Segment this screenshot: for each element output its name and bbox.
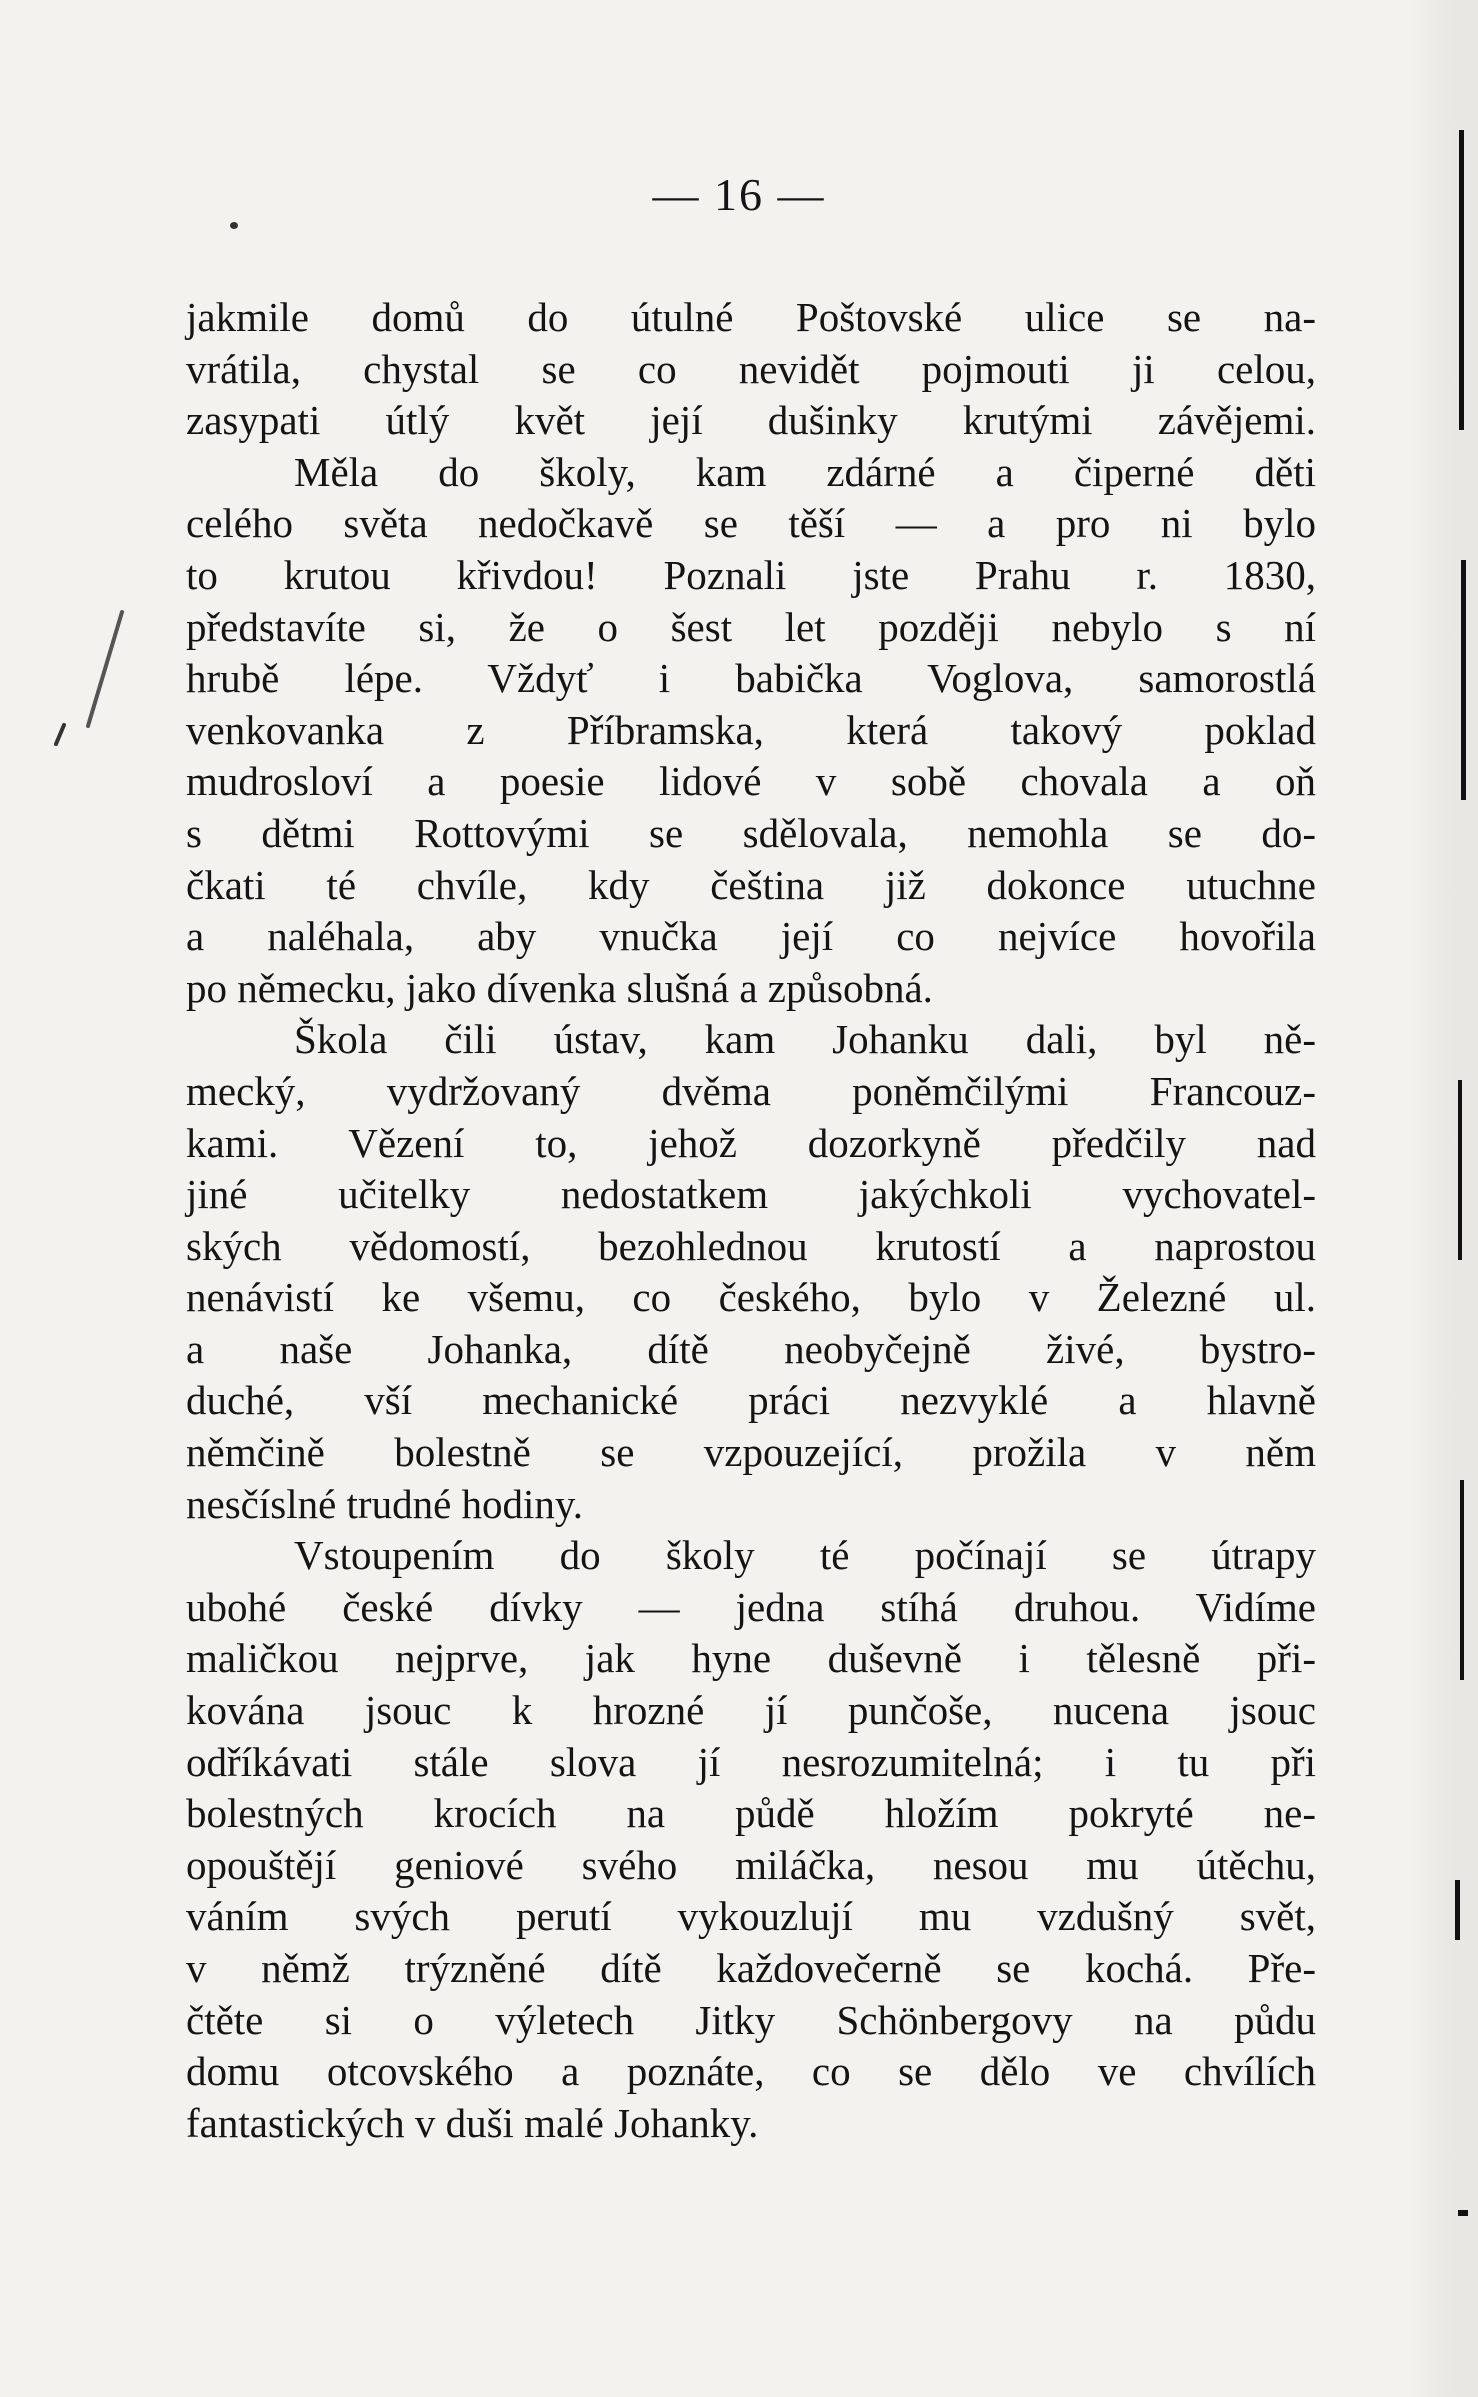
page-number: — 16 — (652, 169, 826, 220)
text-line: ských vědomostí, bezohlednou krutostí a naprostou (186, 1222, 1316, 1269)
text-line: po německu, jako dívenka slušná a způsobná. (186, 964, 933, 1011)
text-line: čkati té chvíle, kdy čeština již dokonce utuchne (186, 861, 1316, 908)
text-line: venkovanka z Příbramska, která takový poklad (186, 706, 1316, 753)
text-line: mudrosloví a poesie lidové v sobě chovala a oň (186, 758, 1316, 805)
text-line: domu otcovského a poznáte, co se dělo ve chvílích (186, 2048, 1316, 2095)
edge-mark (1458, 1080, 1462, 1260)
body-text (186, 292, 1316, 2149)
page-edge-shadow (1408, 0, 1478, 2397)
pencil-slash-mark (82, 608, 132, 738)
text-line: celého světa nedočkavě se těší — a pro ni bylo (186, 500, 1316, 547)
edge-mark (1455, 1880, 1460, 1940)
text-line: Škola čili ústav, kam Johanku dali, byl ně- (294, 1016, 1316, 1063)
text-line: nesčíslné trudné hodiny. (186, 1480, 584, 1527)
text-line: kami. Vězení to, jehož dozorkyně předčily nad (186, 1119, 1316, 1166)
text-line: a naše Johanka, dítě neobyčejně živé, bystro- (186, 1325, 1316, 1372)
text-line: kována jsouc k hrozné jí punčoše, nucena jsouc (186, 1687, 1316, 1734)
text-line: vrátila, chystal se co nevidět pojmouti ji celou, (186, 345, 1316, 392)
edge-mark (1460, 1480, 1464, 1680)
text-line: opouštějí geniové svého miláčka, nesou mu útěchu, (186, 1841, 1316, 1888)
text-line: to krutou křivdou! Poznali jste Prahu r. 1830, (186, 551, 1316, 598)
text-line: a naléhala, aby vnučka její co nejvíce hovořila (186, 913, 1316, 960)
text-line: bolestných krocích na půdě hložím pokryté ne- (186, 1790, 1316, 1837)
text-line: mecký, vydržovaný dvěma poněmčilými Francouz- (186, 1067, 1316, 1114)
text-line: duché, vší mechanické práci nezvyklé a hlavně (186, 1377, 1316, 1424)
edge-mark (1461, 560, 1466, 800)
text-line: nenávistí ke všemu, co českého, bylo v Železné ul. (186, 1274, 1316, 1321)
text-line: čtěte si o výletech Jitky Schönbergovy na půdu (186, 1996, 1316, 2043)
text-line: ubohé české dívky — jedna stíhá druhou. Vidíme (186, 1583, 1316, 1630)
text-line: představíte si, že o šest let později nebylo s ní (186, 603, 1316, 650)
text-line: v němž trýzněné dítě každovečerně se kochá. Pře- (186, 1945, 1316, 1991)
text-line: hrubě lépe. Vždyť i babička Voglova, samorostlá (186, 655, 1316, 702)
text-line: s dětmi Rottovými se sdělovala, nemohla se do- (186, 809, 1316, 856)
edge-mark (1458, 2210, 1468, 2216)
text-line: Vstoupením do školy té počínají se útrapy (294, 1532, 1316, 1579)
text-line: němčině bolestně se vzpouzející, prožila v něm (186, 1429, 1316, 1476)
text-line: jakmile domů do útulné Poštovské ulice se na- (186, 294, 1316, 340)
text-line: jiné učitelky nedostatkem jakýchkoli vychovatel- (186, 1171, 1316, 1218)
text-line: odříkávati stále slova jí nesrozumitelná; i tu při (186, 1738, 1316, 1785)
pencil-tick-mark (50, 722, 70, 748)
text-line: maličkou nejprve, jak hyne duševně i tělesně při- (186, 1635, 1316, 1682)
text-line: Měla do školy, kam zdárné a čiperné děti (294, 448, 1316, 495)
ink-dot (230, 222, 238, 229)
text-line: zasypati útlý květ její dušinky krutými závějemi. (186, 397, 1316, 444)
text-line: váním svých perutí vykouzlují mu vzdušný svět, (186, 1893, 1316, 1940)
text-line: fantastických v duši malé Johanky. (186, 2099, 759, 2146)
